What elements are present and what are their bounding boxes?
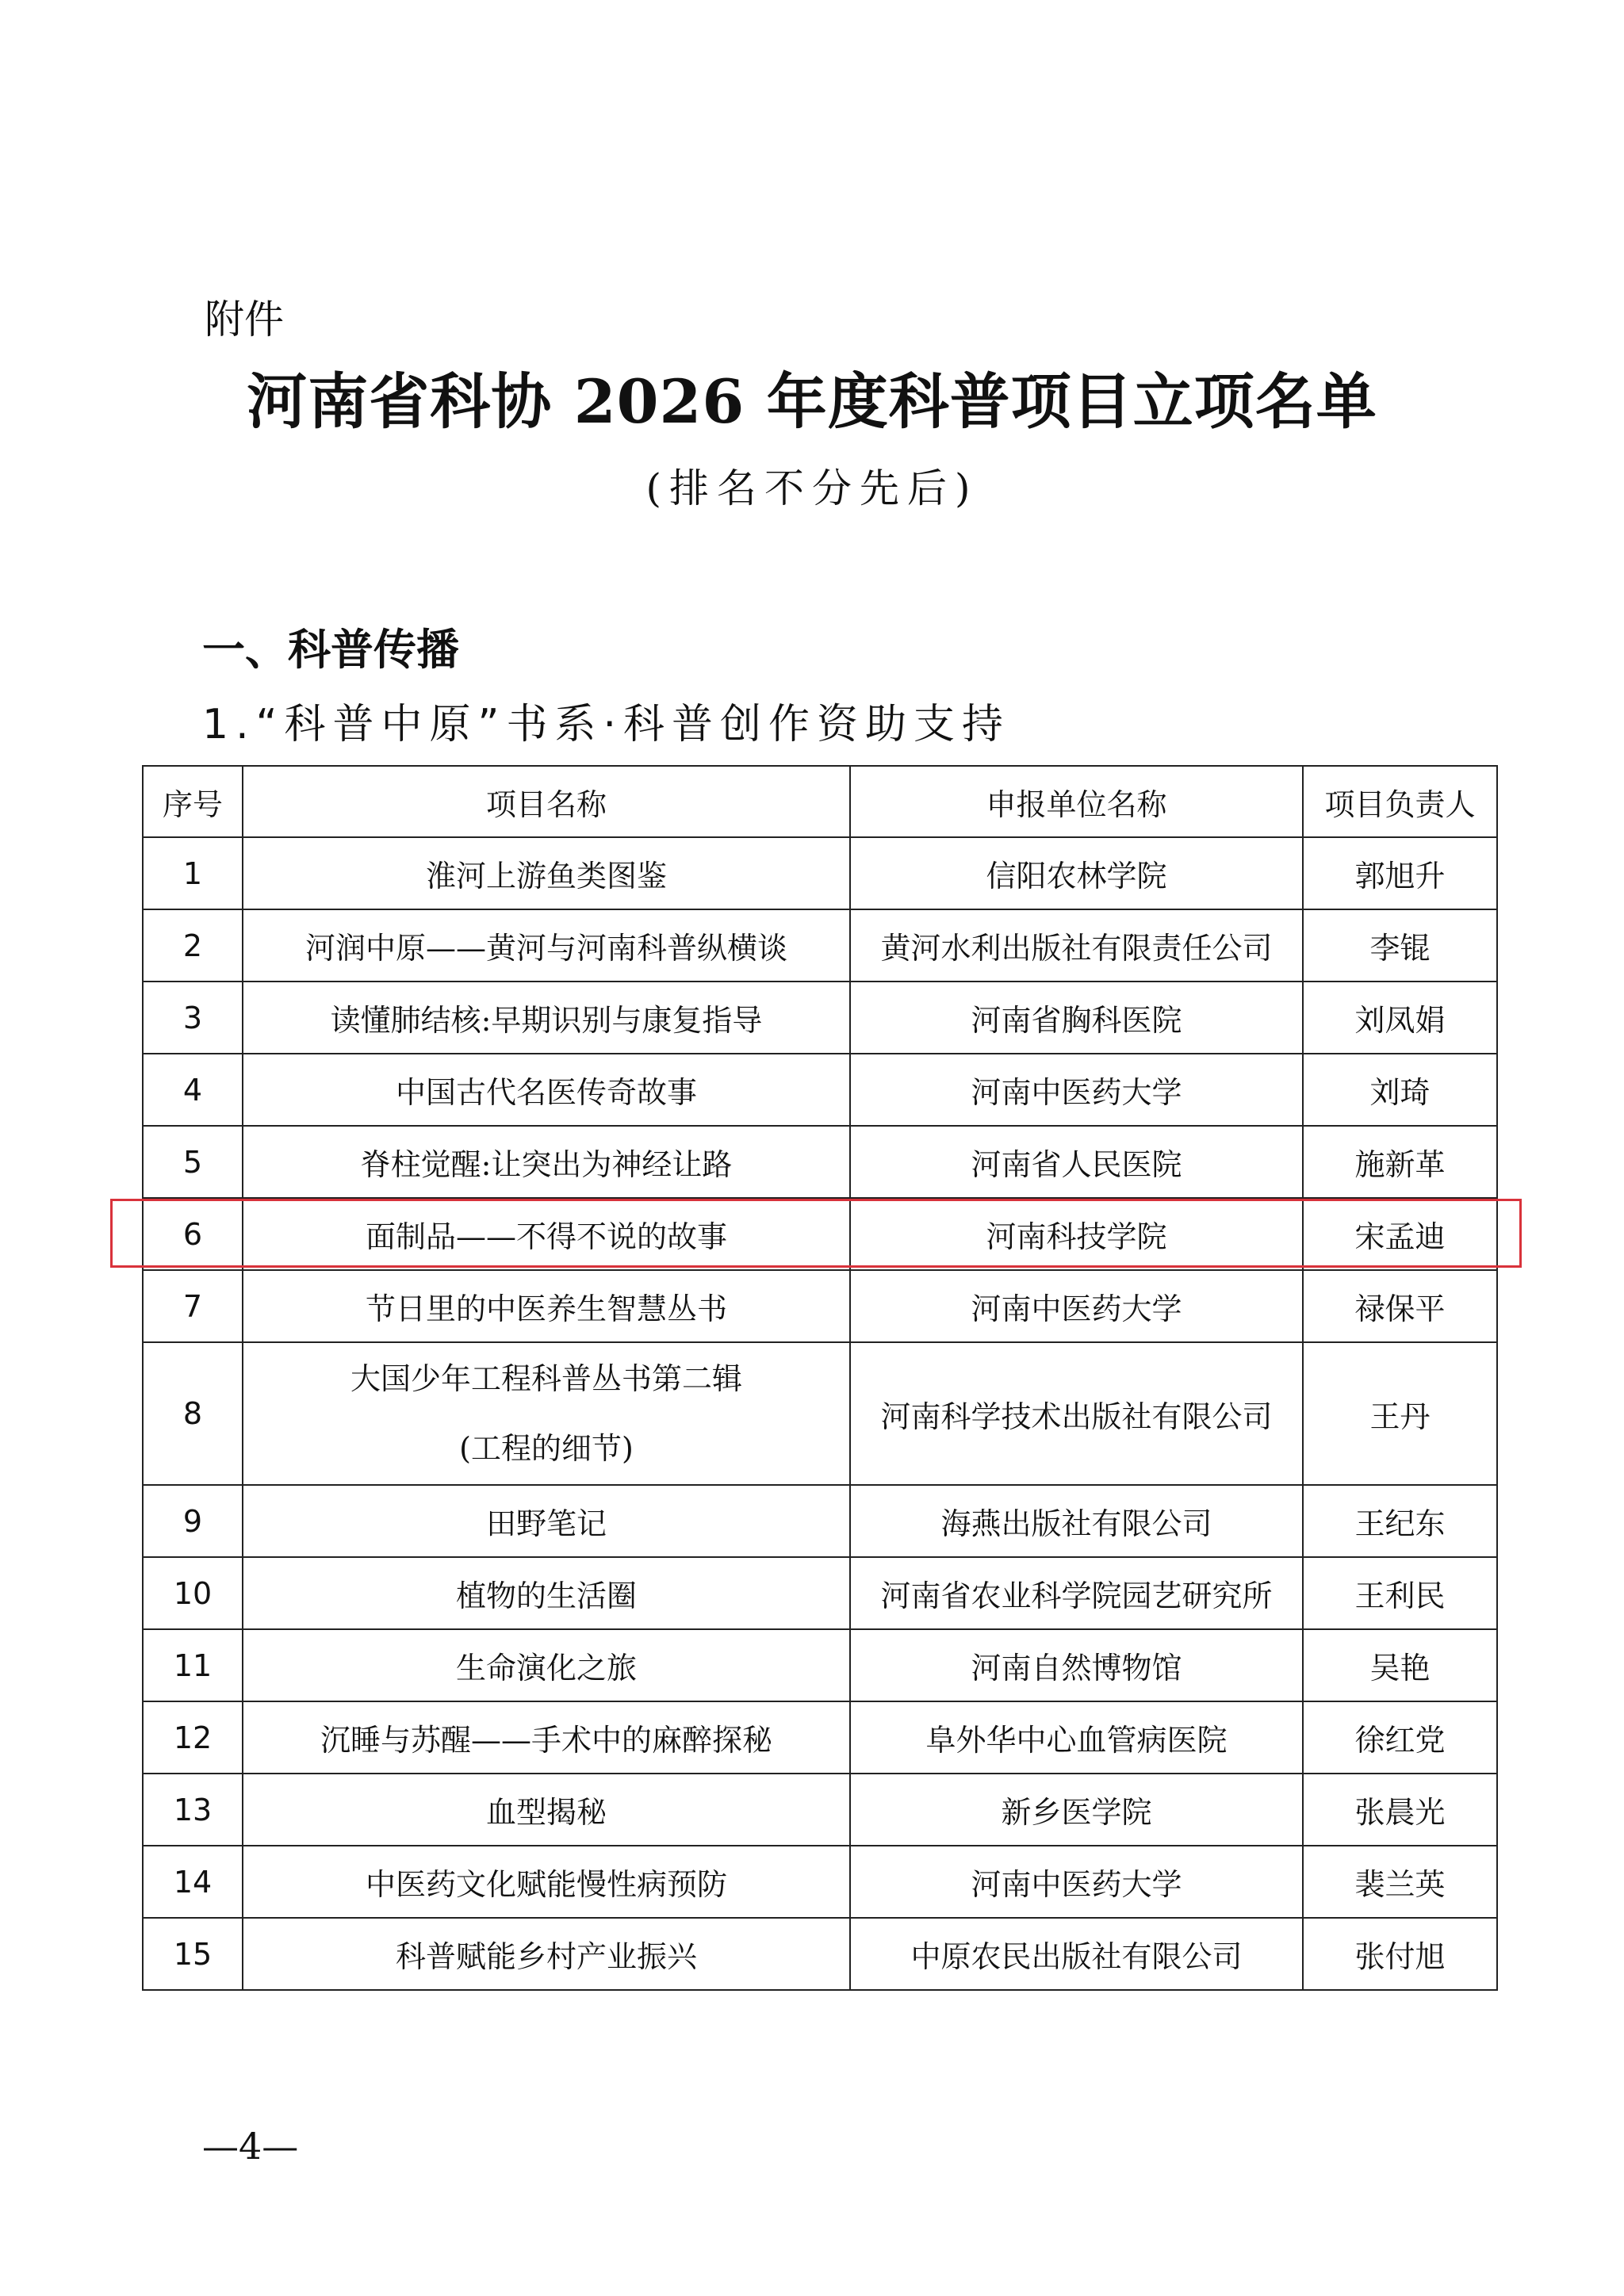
lead-cell: 禄保平 xyxy=(1303,1270,1497,1342)
attachment-label: 附件 xyxy=(205,297,284,342)
unit-cell: 河南省人民医院 xyxy=(850,1126,1303,1198)
table-header-row xyxy=(143,766,1497,837)
lead-cell: 李锟 xyxy=(1303,909,1497,982)
project-cell: 田野笔记 xyxy=(243,1485,850,1557)
table-row xyxy=(143,1270,1497,1342)
project-cell: 读懂肺结核:早期识别与康复指导 xyxy=(243,982,850,1054)
project-cell: 植物的生活圈 xyxy=(243,1557,850,1629)
seq-cell: 11 xyxy=(143,1629,243,1701)
project-cell: 脊柱觉醒:让突出为神经让路 xyxy=(243,1126,850,1198)
seq-cell: 9 xyxy=(143,1485,243,1557)
table-row xyxy=(143,1701,1497,1774)
lead-cell: 施新革 xyxy=(1303,1126,1497,1198)
project-cell: 科普赋能乡村产业振兴 xyxy=(243,1918,850,1990)
project-cell: 沉睡与苏醒——手术中的麻醉探秘 xyxy=(243,1701,850,1774)
page-number: —4— xyxy=(202,2125,299,2168)
lead-cell: 宋孟迪 xyxy=(1303,1198,1497,1270)
lead-cell: 郭旭升 xyxy=(1303,837,1497,909)
lead-cell: 王丹 xyxy=(1303,1342,1497,1485)
unit-cell: 海燕出版社有限公司 xyxy=(850,1485,1303,1557)
seq-cell: 6 xyxy=(143,1198,243,1270)
column-header-seq: 序号 xyxy=(143,766,243,837)
unit-cell: 黄河水利出版社有限责任公司 xyxy=(850,909,1303,982)
table-row xyxy=(143,837,1497,909)
table-row xyxy=(143,1774,1497,1846)
table-row xyxy=(143,1485,1497,1557)
table-row xyxy=(143,1342,1497,1485)
project-cell: 中国古代名医传奇故事 xyxy=(243,1054,850,1126)
unit-cell: 信阳农林学院 xyxy=(850,837,1303,909)
project-cell: 淮河上游鱼类图鉴 xyxy=(243,837,850,909)
unit-cell: 河南省农业科学院园艺研究所 xyxy=(850,1557,1303,1629)
project-cell: 节日里的中医养生智慧丛书 xyxy=(243,1270,850,1342)
lead-cell: 裴兰英 xyxy=(1303,1846,1497,1918)
project-title-line: (工程的细节) xyxy=(459,1431,634,1466)
table-row-highlighted xyxy=(143,1198,1497,1270)
table-row xyxy=(143,1126,1497,1198)
column-header-lead: 项目负责人 xyxy=(1303,766,1497,837)
section-heading: 一、科普传播 xyxy=(202,625,459,675)
project-cell: 河润中原——黄河与河南科普纵横谈 xyxy=(243,909,850,982)
lead-cell: 刘琦 xyxy=(1303,1054,1497,1126)
document-title: 河南省科协 2026 年度科普项目立项名单 xyxy=(247,366,1377,437)
unit-cell: 河南自然博物馆 xyxy=(850,1629,1303,1701)
lead-cell: 刘凤娟 xyxy=(1303,982,1497,1054)
seq-cell: 12 xyxy=(143,1701,243,1774)
seq-cell: 2 xyxy=(143,909,243,982)
project-title-line: 大国少年工程科普丛书第二辑 xyxy=(350,1361,742,1396)
table-row xyxy=(143,982,1497,1054)
table-row xyxy=(143,909,1497,982)
document-subtitle: (排名不分先后) xyxy=(645,465,979,511)
project-cell xyxy=(243,1342,850,1485)
lead-cell: 徐红党 xyxy=(1303,1701,1497,1774)
seq-cell: 7 xyxy=(143,1270,243,1342)
column-header-project: 项目名称 xyxy=(243,766,850,837)
seq-cell: 15 xyxy=(143,1918,243,1990)
unit-cell: 河南中医药大学 xyxy=(850,1270,1303,1342)
seq-cell: 14 xyxy=(143,1846,243,1918)
table-row xyxy=(143,1629,1497,1701)
lead-cell: 王利民 xyxy=(1303,1557,1497,1629)
unit-cell: 河南中医药大学 xyxy=(850,1846,1303,1918)
seq-cell: 8 xyxy=(143,1342,243,1485)
project-cell: 中医药文化赋能慢性病预防 xyxy=(243,1846,850,1918)
project-cell: 血型揭秘 xyxy=(243,1774,850,1846)
table-row xyxy=(143,1846,1497,1918)
unit-cell: 中原农民出版社有限公司 xyxy=(850,1918,1303,1990)
seq-cell: 5 xyxy=(143,1126,243,1198)
lead-cell: 张晨光 xyxy=(1303,1774,1497,1846)
seq-cell: 3 xyxy=(143,982,243,1054)
table-row xyxy=(143,1557,1497,1629)
lead-cell: 王纪东 xyxy=(1303,1485,1497,1557)
seq-cell: 10 xyxy=(143,1557,243,1629)
table-row xyxy=(143,1054,1497,1126)
unit-cell: 河南科技学院 xyxy=(850,1198,1303,1270)
seq-cell: 13 xyxy=(143,1774,243,1846)
unit-cell: 新乡医学院 xyxy=(850,1774,1303,1846)
lead-cell: 张付旭 xyxy=(1303,1918,1497,1990)
table-row xyxy=(143,1918,1497,1990)
unit-cell: 阜外华中心血管病医院 xyxy=(850,1701,1303,1774)
lead-cell: 吴艳 xyxy=(1303,1629,1497,1701)
subsection-heading: 1.“科普中原”书系·科普创作资助支持 xyxy=(202,701,1011,748)
seq-cell: 4 xyxy=(143,1054,243,1126)
project-cell: 面制品——不得不说的故事 xyxy=(243,1198,850,1270)
seq-cell: 1 xyxy=(143,837,243,909)
project-cell: 生命演化之旅 xyxy=(243,1629,850,1701)
project-table xyxy=(142,765,1498,1991)
column-header-unit: 申报单位名称 xyxy=(850,766,1303,837)
unit-cell: 河南科学技术出版社有限公司 xyxy=(850,1342,1303,1485)
unit-cell: 河南中医药大学 xyxy=(850,1054,1303,1126)
unit-cell: 河南省胸科医院 xyxy=(850,982,1303,1054)
